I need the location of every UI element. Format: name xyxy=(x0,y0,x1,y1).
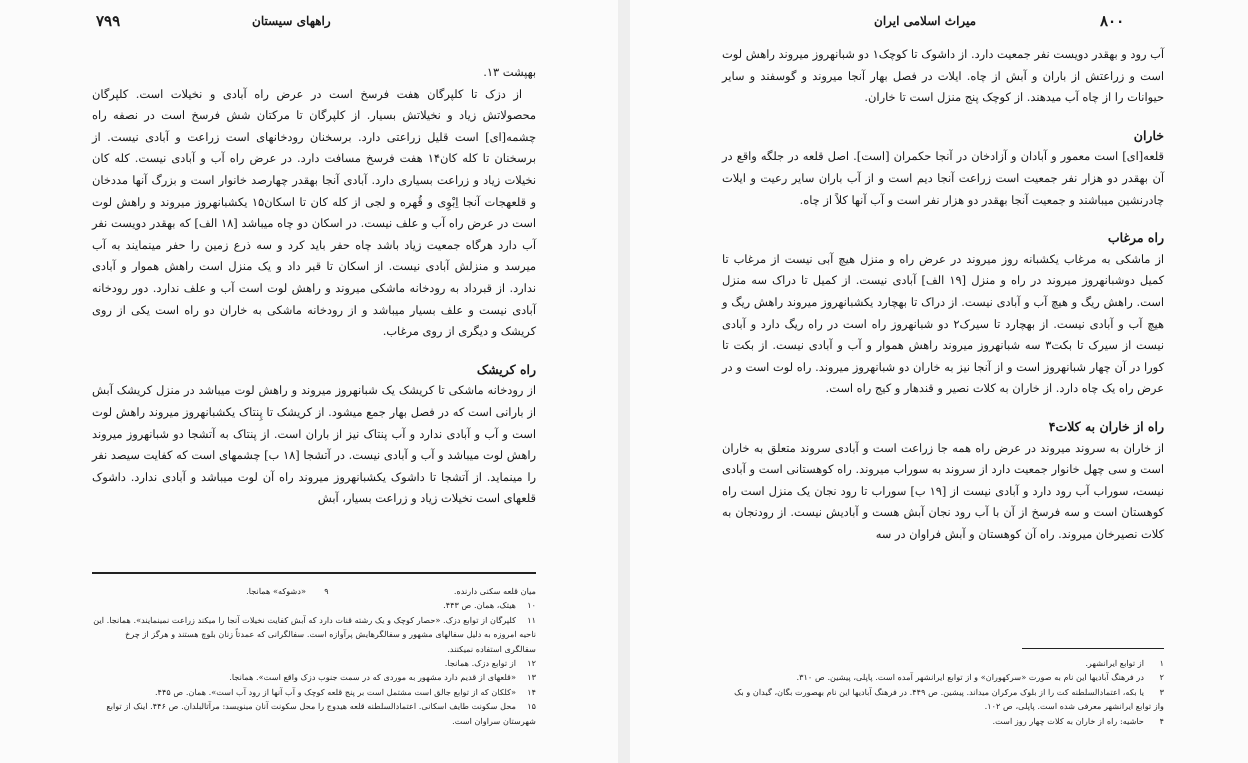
section-heading: راه مرغاب xyxy=(1107,230,1164,246)
section-heading: راه از خاران به کلات۴ xyxy=(1048,418,1164,434)
left-footnotes xyxy=(92,584,536,728)
book-gutter xyxy=(618,0,630,763)
left-page xyxy=(0,0,618,763)
paragraph: قلعه[ای] است معمور و آبادان و آزادخان در آنجا حکمران [است]. اصل قلعه در جلگه واقع در آن بهقدر دو هزار نفر جمعیت است زراعت آنجا دیم است و از آب باران سایر رعیت و ایلات چادرنشین میباشند و جمعیت آنجا بهقدر دو هزار نفر است و آب آنها کلاً از چاه. xyxy=(722,149,1164,207)
footnote-rule xyxy=(1022,648,1164,649)
footnote-item: ۱۴«کلکان که از توابع جالق است مشتمل است بر پنج قلعه کوچک و آب آنها از رود آب است». همان. ص ۴۴۵. xyxy=(154,686,536,697)
right-page xyxy=(630,0,1248,763)
footnote-item: ۱۳«قلعهای از قدیم دارد مشهور به موردی که در سمت جنوب دزک واقع است». همانجا. xyxy=(229,672,536,683)
running-head-left: راههای سیستان xyxy=(252,14,331,28)
page-number-right: ۸۰۰ xyxy=(1100,12,1125,30)
running-head-right: میراث اسلامی ایران xyxy=(874,14,977,28)
section-heading: خاران xyxy=(1133,127,1164,143)
top-line: بهپشت ۱۳. xyxy=(483,65,536,79)
footnote-item: ۱۲از توابع دزک. همانجا. xyxy=(444,658,536,669)
paragraph: آب رود و بهقدر دویست نفر جمعیت دارد. از داشوک تا کوچک۱ دو شبانهروز میروند راهش لوت است و زراعتش از باران و آبش از چاه. ایلات در فصل بهار آنجا میروند و گوسفند و سایر حیوانات را از چاه آب میدهند. از کوچک پنج منزل است تا خاران. xyxy=(722,47,1164,105)
paragraph: از رودخانه ماشکی تا کریشک یک شبانهروز میروند و راهش لوت میباشد در منزل کریشک آبش از بارانی است که در فصل بهار جمع میشود. از کریشک تا پِنتاک یکشبانهروز میروند راهش لوت است و آب و آبادی ندارد و آب پنتاک نیز از باران است. از پنتاک به آتشجا دو شبانهروز میروند راهش لوت میباشد و آب و آبادی نیست. در آتشجا [۱۸ ب] چشمهای است که کفایت سیصد نفر را مینماید. از آتشجا تا داشوک یکشبانهروز میروند راه آن لوت میباشد و آبادی ندارد. داشوک قلعهای است نخیلات زیاد و زراعت بسیار، آبش xyxy=(92,383,536,506)
footnote-item: ۱۵محل سکونت طایف اسکانی. اعتمادالسلطنه قلعه هیدوج را محل سکونت آنان مینویسد: مرآتالبلدان. ص ۴۴۶. اینک از توابع شهرستان سراوان است. xyxy=(106,701,536,726)
footnote-item: ۱۰هیتک، همان. ص ۴۴۳. xyxy=(443,600,536,611)
paragraph: از دزک تا کلپرگان هفت فرسخ است در عرض راه آبادی و نخیلات است. کلپرگان محصولاتش زیاد و نخیلاتش بسیار. از کلپرگان تا مرکتان شش فرسخ است در نصفه راه چشمه[ای] است قلیل زراعتی دارد. برسخنان رودخانهای است زراعت و آبادی نیست. از برسخنان تا کله کان۱۴ هفت فرسخ مسافت دارد. در عرض راه آب و آبادی نیست. کله کان نخیلات زیاد و زراعت بسیاری دارد. آبادی آنجا بهقدر چهارصد خانوار است و بزرگ آنها مددخان و قلعهجات آنجا اِبْوِی و قُهره و لجی از کله کان تا اسکان۱۵ یکشبانهروز میروند و راهش لوت است در عرض راه آب و علف نیست. در اسکان دو چاه میباشد [۱۸ الف] که بهقدر دویست نفر آب دارد هرگاه جمعیت زیاد باشد چاه حفر باید کرد و سه ذرع زمین را حفر مینمایند به آب میرسد و منزلش آبادی نیست. از اسکان تا قبر داد و یک منزل است راهش هموار و آبادی ندارد. از قبرداد به رودخانه ماشکی میروند و راهش لوت است آب و علف ندارد. دور رودخانه آبادی نیست و علف بسیار میباشد و از رودخانه ماشکی به خاران دو راه است یکی از روی کریشک و دیگری از روی مرغاب. xyxy=(92,86,537,339)
right-body xyxy=(722,44,1164,545)
right-footnotes xyxy=(722,656,1164,728)
section-heading: راه کریشک xyxy=(476,361,536,377)
footnote-number: ۹ xyxy=(324,586,329,596)
paragraph: از خاران به سروند میروند در عرض راه همه جا زراعت است و آبادی سروند متعلق به خاران است و سی چهل خانوار جمعیت دارد از سروند به سوراب میروند. راه کوهستانی است و آبادی نیست، سوراب آب رود دارد و آبادی نیست از [۱۹ ب] سوراب تا رود نجان یک منزل است راه کوهستان است و سه فرسخ از آن با آب رود نجان آبش هست و آبادیش نیست. از رودنجان به کلات نصیرخان میروند. راه آن کوهستان و آبش فراوان در سه xyxy=(722,440,1164,541)
footnote-item: ۱۱کلپرگان از توابع دزک. «حصار کوچک و یک رشته قنات دارد که آبش کفایت نخیلات آنجا را میکند زراعت نمینمایند». همانجا. این ناحیه امروزه به دلیل سفالهای مشهور و سفالگرهایش پرآوازه است. سفالگرانی که عمدتاً زنان بلوچ هستند و هرگز از چرخ سفالگری استفاده نمیکنند. xyxy=(93,614,536,654)
footnote-text: «دشوکه» همانجا. xyxy=(246,586,307,596)
footnote-text: میان قلعه سکنی دارنده. xyxy=(453,586,536,596)
footnote-item: ۳یا بکه، اعتمادالسلطنه کت را از بلوک مرکران میداند. پیشین. ص ۴۴۹. در فرهنگ آبادیها این نام بهصورت بگان، گیدان و بک واز توابع ایرانشهر معرفی شده است. پاپلی، ص ۱۰۲. xyxy=(734,686,1164,712)
paragraph: از ماشکی به مرغاب یکشبانه روز میروند در عرض راه و منزل هیچ آبی نیست از مرغاب تا کمیل دوشبانهروز میروند در راه و منزل [۱۹ الف] آبادی نیست. از کمیل تا دراک سه منزل است. راهش ریگ و هیچ آب و آبادی نیست. از دراک تا بهچارد یکشبانهروز میروند راهش ریگ و هیچ آب و آبادی نیست. از بهچارد تا سیرک۲ دو شبانهروز راه است در راه ریگ دارد و آبادی نیست از سیرک تا بکت۳ سه شبانهروز میروند راهش هموار و آب و آبادی نیست. از بکت تا کورا در آن چهار شبانهروز است و از آنجا نیز به خاران دو شبانهروز میروند. راه لوت است و در عرض راه یک چاه دارد. از خاران به کلات نصیر و قندهار و کیج راه است. xyxy=(722,251,1165,396)
left-body xyxy=(92,62,536,510)
footnote-item: ۲در فرهنگ آبادیها این نام به صورت «سرکهوران» و از توابع ایرانشهر آمده است. پاپلی، پیشین. ص ۳۱۰. xyxy=(796,672,1164,683)
footnote-rule xyxy=(92,572,536,574)
footnote-top-row xyxy=(92,584,536,598)
footnote-item: ۴حاشیه: راه از خاران به کلات چهار روز است. xyxy=(992,715,1164,726)
page-number-left: ۷۹۹ xyxy=(96,12,121,30)
footnote-item: ۱از توابع ایرانشهر. xyxy=(1085,658,1164,668)
